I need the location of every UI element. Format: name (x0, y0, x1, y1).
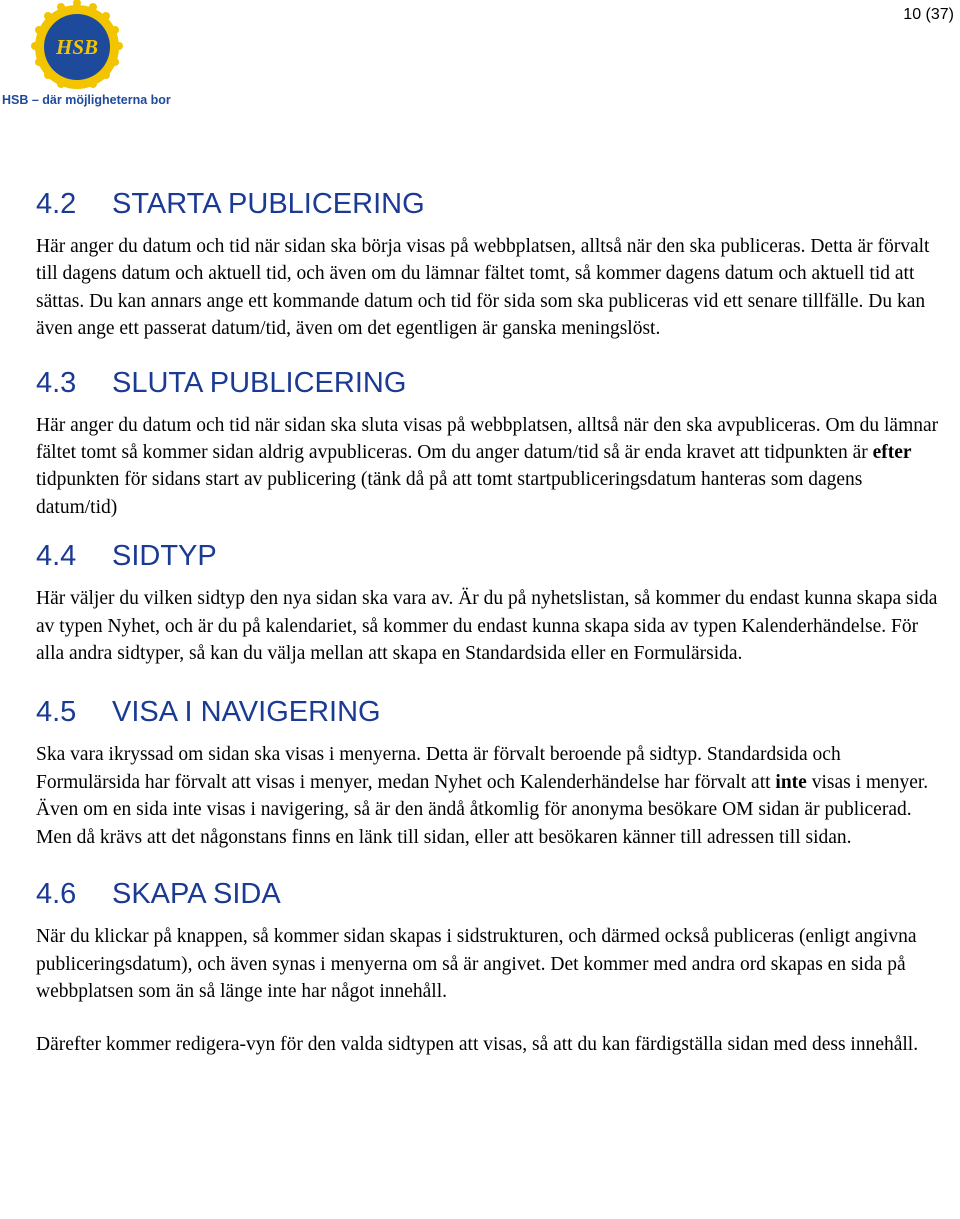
section-paragraph: Även om en sida inte visas i navigering, så är den ändå åtkomlig för anonyma besökare OM sidan är publicerad. Men då krävs att det någonstans finns en länk till sidan, eller att besökaren känner till adressen till sidan. (36, 799, 912, 848)
section-number: 4.6 (36, 878, 77, 911)
section-paragraph: Därefter kommer redigera-vyn för den valda sidtypen att visas, så att du kan färdigställa sidan med dess innehåll. (36, 1034, 919, 1056)
section-visa-i-navigering (36, 694, 948, 851)
section-paragraph (36, 741, 948, 796)
section-number: 4.4 (36, 540, 77, 573)
emphasis-text: efter (872, 442, 912, 464)
section-paragraph: När du klickar på knappen, så kommer sidan skapas i sidstrukturen, och därmed också publiceras (enligt angivna publiceringsdatum), och även synas i menyerna om så är angivet. Det kommer med andra ord skapas en sida på webbplatsen som än så länge inte har något innehåll. (36, 926, 917, 1002)
section-heading (36, 186, 948, 222)
logo-tagline: HSB – där möjligheterna bor (2, 93, 171, 107)
hsb-logo (0, 0, 170, 112)
section-heading (36, 876, 948, 912)
page-number: 10 (37) (903, 6, 954, 23)
section-title: STARTA PUBLICERING (112, 188, 425, 220)
section-number: 4.3 (36, 366, 77, 399)
paragraph-text: Ska vara ikryssad om sidan ska visas i menyerna. Detta är förvalt beroende på sidtyp. Standardsida och Formulärsida har förvalt att visas i menyer, medan Nyhet och Kalenderhändelse har förvalt att (36, 744, 841, 793)
paragraph-text: tidpunkten för sidans start av publicering (tänk då på att tomt startpubliceringsdatum hanteras som dagens datum/tid) (36, 469, 863, 518)
section-heading (36, 694, 948, 730)
section-title: SKAPA SIDA (112, 878, 281, 911)
paragraph-text: visas i menyer. (806, 771, 929, 793)
section-number: 4.5 (36, 696, 77, 729)
section-paragraph: Här väljer du vilken sidtyp den nya sidan ska vara av. Är du på nyhetslistan, så kommer du endast kunna skapa sida av typen Nyhet, och är du på kalendariet, så kommer du endast kunna skapa sida av typen Kalenderhändelse. För alla andra sidtyper, så kan du välja mellan att skapa en Standardsida eller en Formulärsida. (36, 588, 938, 665)
section-heading (36, 538, 948, 574)
section-title: SLUTA PUBLICERING (112, 366, 407, 399)
section-heading (36, 365, 948, 401)
section-paragraph (36, 412, 948, 522)
hsb-seal-icon (30, 0, 124, 92)
section-sluta-publicering (36, 365, 948, 522)
paragraph-text: Här anger du datum och tid när sidan ska sluta visas på webbplatsen, alltså när den ska avpubliceras. Om du lämnar fältet tomt så kommer sidan aldrig avpubliceras. Om du anger datum/tid så är enda kravet att tidpunkten är (36, 414, 939, 464)
section-title: SIDTYP (112, 540, 217, 573)
section-paragraph: Här anger du datum och tid när sidan ska börja visas på webbplatsen, alltså när den ska publiceras. Detta är förvalt till dagens datum och aktuell tid, och även om du lämnar fältet tomt, så kommer dagens datum och aktuell tid att sättas. Du kan annars ange ett kommande datum och tid för sida som ska publiceras vid ett senare tillfälle. Du kan även ange ett passerat datum/tid, även om det egentligen är ganska meningslöst. (36, 236, 930, 340)
logo-monogram: HSB (55, 35, 99, 59)
section-number: 4.2 (36, 188, 77, 220)
emphasis-text: inte (775, 771, 807, 793)
section-sidtyp (36, 538, 948, 667)
section-title: VISA I NAVIGERING (112, 696, 381, 729)
section-skapa-sida (36, 876, 948, 1059)
section-starta-publicering (36, 186, 948, 343)
document-body (36, 186, 948, 1059)
